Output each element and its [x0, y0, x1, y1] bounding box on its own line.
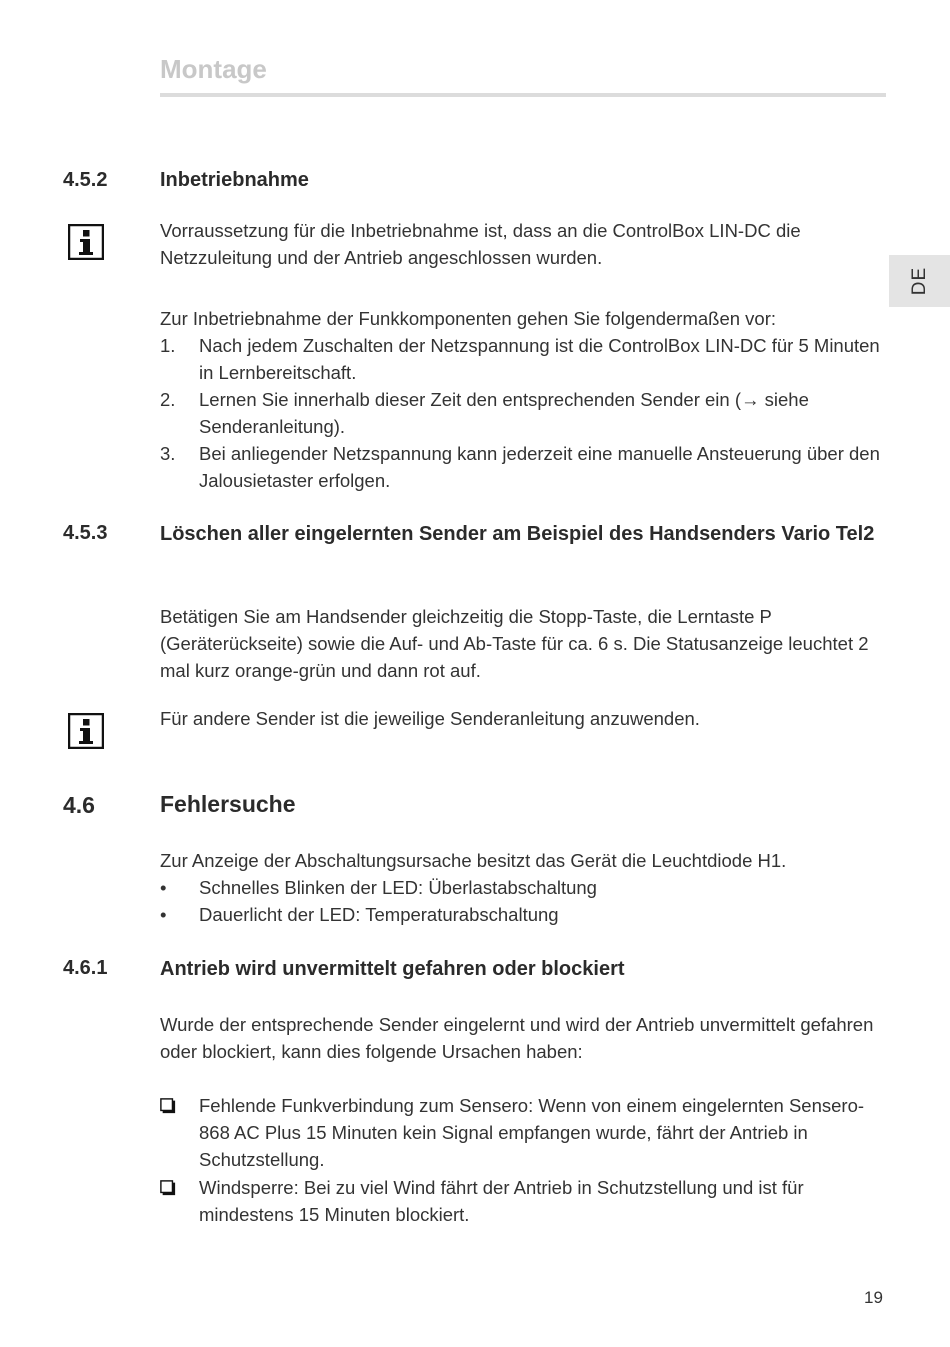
section-title: Inbetriebnahme [160, 169, 309, 191]
list-item-text: Schnelles Blinken der LED: Überlastabschaltung [199, 877, 597, 898]
section-title: Antrieb wird unvermittelt gefahren oder blockiert [160, 958, 625, 980]
section-number: 4.5.3 [63, 522, 108, 544]
section-intro: Zur Anzeige der Abschaltungsursache besitzt das Gerät die Leuchtdiode H1. [160, 850, 787, 871]
list-item [160, 874, 880, 901]
header-title: Montage [160, 54, 267, 84]
section-intro: Wurde der entsprechende Sender eingelernt und wird der Antrieb unvermittelt gefahren oder blockiert, kann dies folgende Ursachen haben: [160, 1014, 874, 1062]
list-item-text: Dauerlicht der LED: Temperaturabschaltung [199, 904, 559, 925]
checkbox-icon [160, 1098, 176, 1114]
info-icon [68, 224, 104, 260]
list-item [160, 901, 880, 928]
bullet-marker: • [160, 904, 167, 925]
list-marker: 3. [160, 443, 176, 464]
language-tab [889, 255, 950, 307]
list-item-text: Nach jedem Zuschalten der Netzspannung ist die ControlBox LIN-DC für 5 Minuten in Lernbereitschaft. [199, 335, 880, 383]
page-number: 19 [864, 1288, 883, 1307]
list-item [160, 1092, 880, 1173]
section-number: 4.6 [63, 792, 95, 818]
list-item [160, 1174, 880, 1228]
section-title: Fehlersuche [160, 791, 296, 817]
section-body: Betätigen Sie am Handsender gleichzeitig die Stopp-Taste, die Lerntaste P (Geräterückseite) sowie die Auf- und Ab-Taste für ca. 6 s. Die Statusanzeige leuchtet 2 mal kurz orange-grün und dann rot auf. [160, 606, 869, 681]
list-marker: 1. [160, 335, 176, 356]
list-item-text: Lernen Sie innerhalb dieser Zeit den entsprechenden Sender ein (→ siehe Senderanleitung). [199, 389, 809, 437]
list-item-text: Fehlende Funkverbindung zum Sensero: Wenn von einem eingelernten Sensero-868 AC Plus 15 Minuten kein Signal empfangen wurde, fährt der Antrieb in Schutzstellung. [199, 1095, 865, 1170]
checkbox-icon [160, 1180, 176, 1196]
section-number: 4.6.1 [63, 957, 108, 979]
language-tab-label: DE [908, 266, 930, 296]
list-item-text: Bei anliegender Netzspannung kann jederzeit eine manuelle Ansteuerung über den Jalousietaster erfolgen. [199, 443, 880, 491]
info-note: Vorraussetzung für die Inbetriebnahme ist, dass an die ControlBox LIN-DC die Netzzuleitung und der Antrieb angeschlossen wurden. [160, 220, 801, 268]
list-marker: 2. [160, 389, 176, 410]
list-item-text: Windsperre: Bei zu viel Wind fährt der Antrieb in Schutzstellung und ist für mindestens 15 Minuten blockiert. [199, 1177, 804, 1225]
list-item [160, 332, 880, 386]
info-note: Für andere Sender ist die jeweilige Senderanleitung anzuwenden. [160, 708, 700, 729]
header-divider [160, 93, 886, 97]
section-title: Löschen aller eingelernten Sender am Beispiel des Handsenders Vario Tel2 [160, 523, 875, 545]
list-item [160, 386, 880, 440]
list-item [160, 440, 880, 494]
info-icon [68, 713, 104, 749]
steps-intro: Zur Inbetriebnahme der Funkkomponenten gehen Sie folgendermaßen vor: [160, 308, 777, 329]
bullet-marker: • [160, 877, 167, 898]
section-number: 4.5.2 [63, 169, 108, 191]
